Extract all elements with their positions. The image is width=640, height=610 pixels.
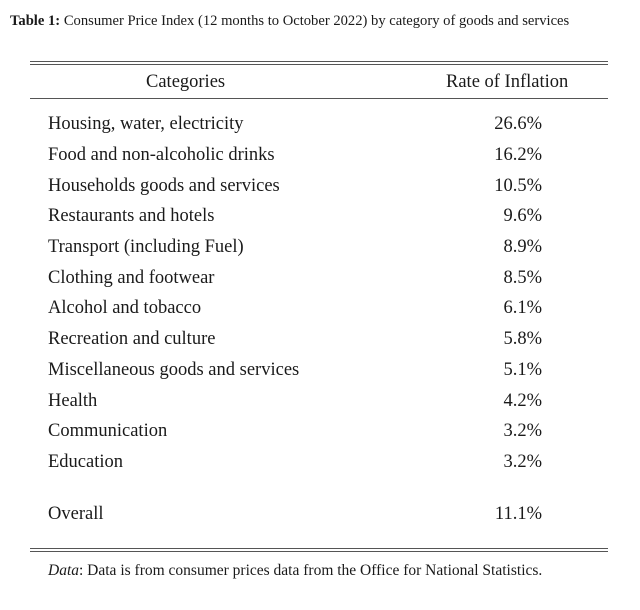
row-rate: 16.2% xyxy=(494,145,542,165)
caption-text: Consumer Price Index (12 months to October 2022) by category of goods and services xyxy=(63,13,570,29)
row-category: Households goods and services xyxy=(48,176,280,196)
row-rate: 8.9% xyxy=(503,237,542,257)
top-rule xyxy=(30,61,608,62)
header-categories: Categories xyxy=(146,72,226,92)
row-category: Restaurants and hotels xyxy=(48,206,215,226)
row-category: Food and non-alcoholic drinks xyxy=(48,145,275,165)
row-category: Alcohol and tobacco xyxy=(48,298,202,318)
source-note xyxy=(48,562,542,580)
table-caption xyxy=(10,13,635,30)
row-rate: 3.2% xyxy=(503,452,542,472)
row-rate: 4.2% xyxy=(503,391,542,411)
row-rate: 5.8% xyxy=(503,329,542,349)
row-category: Transport (including Fuel) xyxy=(48,237,244,257)
header-rate-of-inflation: Rate of Inflation xyxy=(446,72,569,92)
overall-category: Overall xyxy=(48,504,104,524)
header-rule xyxy=(30,98,608,99)
row-rate: 9.6% xyxy=(503,206,542,226)
row-category: Miscellaneous goods and services xyxy=(48,360,300,380)
row-rate: 8.5% xyxy=(503,268,542,288)
row-category: Recreation and culture xyxy=(48,329,216,349)
row-category: Health xyxy=(48,391,98,411)
row-rate: 5.1% xyxy=(503,360,542,380)
bottom-rule xyxy=(30,548,608,549)
row-category: Communication xyxy=(48,421,168,441)
row-category: Clothing and footwear xyxy=(48,268,215,288)
row-rate: 26.6% xyxy=(494,114,542,134)
overall-rate: 11.1% xyxy=(494,504,542,524)
row-category: Education xyxy=(48,452,124,472)
top-rule-second xyxy=(30,64,608,65)
bottom-rule-second xyxy=(30,551,608,552)
row-rate: 6.1% xyxy=(503,298,542,318)
source-note-text: : Data is from consumer prices data from the Office for National Statistics. xyxy=(79,562,543,579)
source-note-label: Data xyxy=(48,562,79,579)
row-rate: 10.5% xyxy=(494,176,542,196)
caption-label: Table 1: xyxy=(10,13,61,29)
row-rate: 3.2% xyxy=(503,421,542,441)
row-category: Housing, water, electricity xyxy=(48,114,244,134)
